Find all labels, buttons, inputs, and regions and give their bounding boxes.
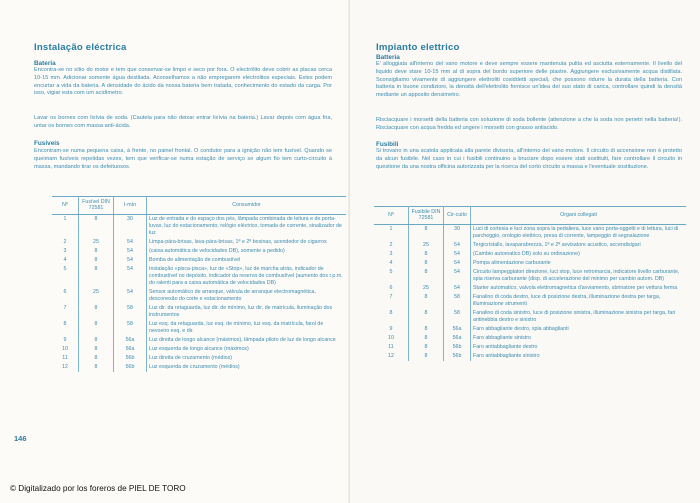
page-title: Instalação eléctrica [34,42,127,53]
row-number: 8 [374,309,409,325]
row-amp: 54 [114,247,147,256]
row-number: 2 [52,238,79,247]
row-description: Luz de entrada e do espaço dos pés, lâmpada combinada de leitura e de porta-luvas, luz do estacionamento, relógio eléctrico, tomada de corrente, sinalizador de luz [149,215,342,236]
col-header-consumer: Consumidor [147,197,347,215]
row-number: 7 [52,304,79,320]
row-description: Luz esq. da retaguarda, luz esq. de mínimo, luz esq. da matrícula, farol de nevoeiro esq. e dir. [149,320,324,334]
battery-text-it: E' alloggiata all'interno del vano motore e deve sempre essere mantenuta pulita ed asciutta esternamente. Il livello del liquido deve stare 10-15 mm al di sopra del bordo superiore delle piastre. Aggiungere esclusivamente acqua distillata. Sconsigliamo vivamente di aggiungere elettroliti cosiddetti speciali, che possono ridurre la durata della batteria. Con batteria in buone condizioni, la densità dell'elettrolito fornisce un'idea del suo stato di carica, controllare quindi la densità mediante un apposito densimetro. [376,61,682,99]
table-row [374,250,686,259]
row-description: (caixa automática de velocidades DB), somente a pedido) [149,247,285,254]
row-description: Tergicristallo, lavaparabrezza, 1ª e 2ª avvisatore acustico, accendisigari [473,241,641,248]
row-din: 8 [79,214,114,238]
row-amp: 54 [444,284,471,293]
right-page [350,0,700,503]
row-number: 12 [374,352,409,361]
table-row [52,214,346,238]
row-din: 8 [409,352,444,361]
row-amp: 54 [444,259,471,268]
row-din: 8 [79,304,114,320]
row-number: 4 [374,259,409,268]
row-amp: 54 [444,250,471,259]
table-row [52,304,346,320]
row-din: 8 [409,259,444,268]
row-number: 11 [374,343,409,352]
row-din: 25 [409,284,444,293]
row-din: 25 [79,238,114,247]
battery-heading: Bateria [34,60,56,67]
row-description: Pompa alimentazione carburante [473,259,551,266]
table-row [52,247,346,256]
row-din: 8 [409,268,444,284]
col-header-organs: Organi collegati [471,207,687,225]
row-amp: 30 [114,214,147,238]
row-number: 5 [52,265,79,288]
table-row [374,224,686,241]
row-din: 25 [409,241,444,250]
row-amp: 58 [114,304,147,320]
table-row [52,345,346,354]
row-number: 3 [374,250,409,259]
row-din: 8 [79,354,114,363]
row-din: 8 [79,363,114,372]
row-din: 25 [79,288,114,304]
page-number: 146 [14,434,27,443]
row-amp: 56a [114,336,147,345]
row-number: 3 [52,247,79,256]
battery-text-2: Lavar os bornes com lixívia de soda. (Cautela para não deixar entrar lixívia na bateria.) Lavar depois com água fria, untar os bornes com massa anti-ácida. [34,115,332,129]
row-number: 6 [374,284,409,293]
row-din: 8 [409,325,444,334]
fuse-table [52,196,346,372]
fuses-heading: Fusíveis [34,140,60,147]
table-row [52,265,346,288]
row-description: Sensor automático de arranque, válvula de arranque electromagnética, desconexão do corte e estacionamento [149,288,316,302]
table-row [52,288,346,304]
row-din: 8 [79,336,114,345]
table-header-row [374,207,686,225]
row-amp: 54 [444,268,471,284]
row-amp: 56b [444,352,471,361]
row-number: 5 [374,268,409,284]
col-header-din: Fusibile DIN 72581 [409,207,444,225]
row-amp: 54 [114,238,147,247]
row-amp: 54 [444,241,471,250]
row-description: Circuito lampeggiatori direzione, luci stop, luce retromarcia, indicatore livello carburante, spia riserva carburante (disp. di accelerazione del minimo per cambio autom. DB) [473,268,680,282]
row-description: Starter automatico, valvola elettromagnetica d'avviamento, sbrinatore per vettura ferma [473,284,678,291]
table-row [374,325,686,334]
fuses-heading-it: Fusibili [376,141,399,148]
page-title-it: Impianto elettrico [376,42,460,53]
col-header-din: Fusível DIN 72581 [79,197,114,215]
battery-text-2-it: Risciacquare i morsetti della batteria con soluzione di soda bollente (attenzione a che la soda non penetri nella batteria!). Risciacquare con acqua fredda ed ungere i morsetti con grasso antiacido. [376,117,682,131]
row-amp: 30 [444,224,471,241]
table-row [374,268,686,284]
row-description: Instalação «pisca-pisca», luz de «Stop», luz de marcha atrás, indicador de combustível no depósito, indicador da reserva de combustível (aumento dos r.p.m. do ralenti para a caixa automática de velocidades DB) [149,265,343,286]
row-din: 8 [409,293,444,309]
row-description: Fanalino di coda destro, luce di posizione destra, illuminazione destra per targa, illuminazione strumenti [473,293,661,307]
row-din: 8 [409,309,444,325]
row-amp: 56a [444,325,471,334]
table-row [52,320,346,336]
row-description: Fanalino di coda sinistro, luce di posizione sinistra, illuminazione sinistra per targa, fari antinebbia destro e sinistro [473,309,676,323]
row-number: 12 [52,363,79,372]
row-amp: 58 [444,293,471,309]
fuses-text-it: Si trovano in una scatola applicata alla parete divisoria, all'interno del vano motore. Il circuito di accensione non è protetto da alcun fusibile. Nel caso in cui i fusibili continuino a bruciare dopo essere stati sostituiti, fare controllare il circuito in questione da una nostra officina autorizzata per la ricerca del corto circuito a massa e l'eventuale sostituzione. [376,148,682,170]
row-description: Luz dir. da retaguarda, luz dir. de mínimo, luz dir. de matrícula, iluminação dos instrumentos [149,304,333,318]
row-description: Luz direita de cruzamento (médios) [149,354,233,361]
row-description: Faro abbagliante sinistro [473,334,532,341]
row-din: 8 [409,250,444,259]
table-row [374,352,686,361]
col-header-number: Nº [374,207,409,225]
row-description: Limpa-pára-brisas, lava-pára-brisas, 1ª e 2ª bosinas, acendedor de cigarros [149,238,327,245]
battery-heading-it: Batteria [376,54,400,61]
row-amp: 54 [114,288,147,304]
row-number: 6 [52,288,79,304]
table-row [374,334,686,343]
row-amp: 58 [114,320,147,336]
digitization-credit: © Digitalizado por los foreros de PIEL DE TORO [10,484,186,493]
row-din: 8 [79,320,114,336]
row-amp: 58 [444,309,471,325]
row-description: Luz esquerda de longo alcance (máximos) [149,345,249,352]
row-number: 11 [52,354,79,363]
row-din: 8 [79,256,114,265]
table-row [52,354,346,363]
row-description: Luz esquerda de cruzamento (médios) [149,363,240,370]
row-amp: 56b [444,343,471,352]
table-row [374,343,686,352]
row-din: 8 [409,334,444,343]
table-row [374,309,686,325]
battery-text: Encontra-se no sítio do motor e tem que conservar-se limpo e seco por fora. O electrólito deve cobrir as placas cerca 10-15 mm. Adicionar somente água destilada. Aconselhamos a não empregarem electrolitos especiais. Estes podem encurtar a vida da bateria. A densidade do ácido da nossa bateria bem tratada, conhecimento do estado da carga. Por isso, vigiar esta com um acidímetro. [34,67,332,97]
row-din: 8 [409,343,444,352]
fuses-text: Encontram-se numa pequena caixa, à frente, no painel frontal. O condutor para a ignição não tem fusível. Quando se queimam fusíveis repetidas vezes, tem que verificar-se numa estação de serviço se algum fio tem curto-circuito à massa, mandando tirar os defeituosos. [34,148,332,170]
row-description: Faro antiabbagliante destro [473,343,538,350]
row-number: 7 [374,293,409,309]
row-number: 9 [374,325,409,334]
table-row [52,256,346,265]
row-number: 1 [374,224,409,241]
row-number: 4 [52,256,79,265]
row-amp: 56b [114,354,147,363]
row-description: Faro abbagliante destro, spia abbaglianti [473,325,569,332]
row-amp: 54 [114,256,147,265]
col-header-amp: I-mín [114,197,147,215]
row-amp: 54 [114,265,147,288]
row-description: Luci di cortesia e luci zona sopra la pedaliera, luce vano porta-oggetti e di lettura, luci di parcheggio, orologio elettrico, presa di corrente, lampeggio di segnalazione [473,225,679,239]
row-number: 10 [52,345,79,354]
row-amp: 56b [114,363,147,372]
row-description: Luz direita de longo alcance (máximos), lâmpada piloto de luz de longo alcance [149,336,336,343]
row-amp: 56a [444,334,471,343]
row-din: 8 [79,265,114,288]
row-description: Faro antiabbagliante sinistro [473,352,540,359]
row-number: 10 [374,334,409,343]
row-number: 8 [52,320,79,336]
table-row [52,363,346,372]
fuse-table-it [374,206,686,361]
col-header-circuit: Cir-cuito [444,207,471,225]
row-din: 8 [79,345,114,354]
row-description: Bomba de alimentação de combustível [149,256,241,263]
table-row [52,238,346,247]
table-row [374,293,686,309]
row-din: 8 [79,247,114,256]
row-number: 9 [52,336,79,345]
row-number: 2 [374,241,409,250]
table-row [374,241,686,250]
table-row [374,259,686,268]
row-amp: 56a [114,345,147,354]
row-number: 1 [52,214,79,238]
row-description: (Cambio automatico DB) solo su ordinazione) [473,250,580,257]
table-row [374,284,686,293]
row-din: 8 [409,224,444,241]
table-row [52,336,346,345]
table-header-row [52,197,346,215]
col-header-number: Nº [52,197,79,215]
